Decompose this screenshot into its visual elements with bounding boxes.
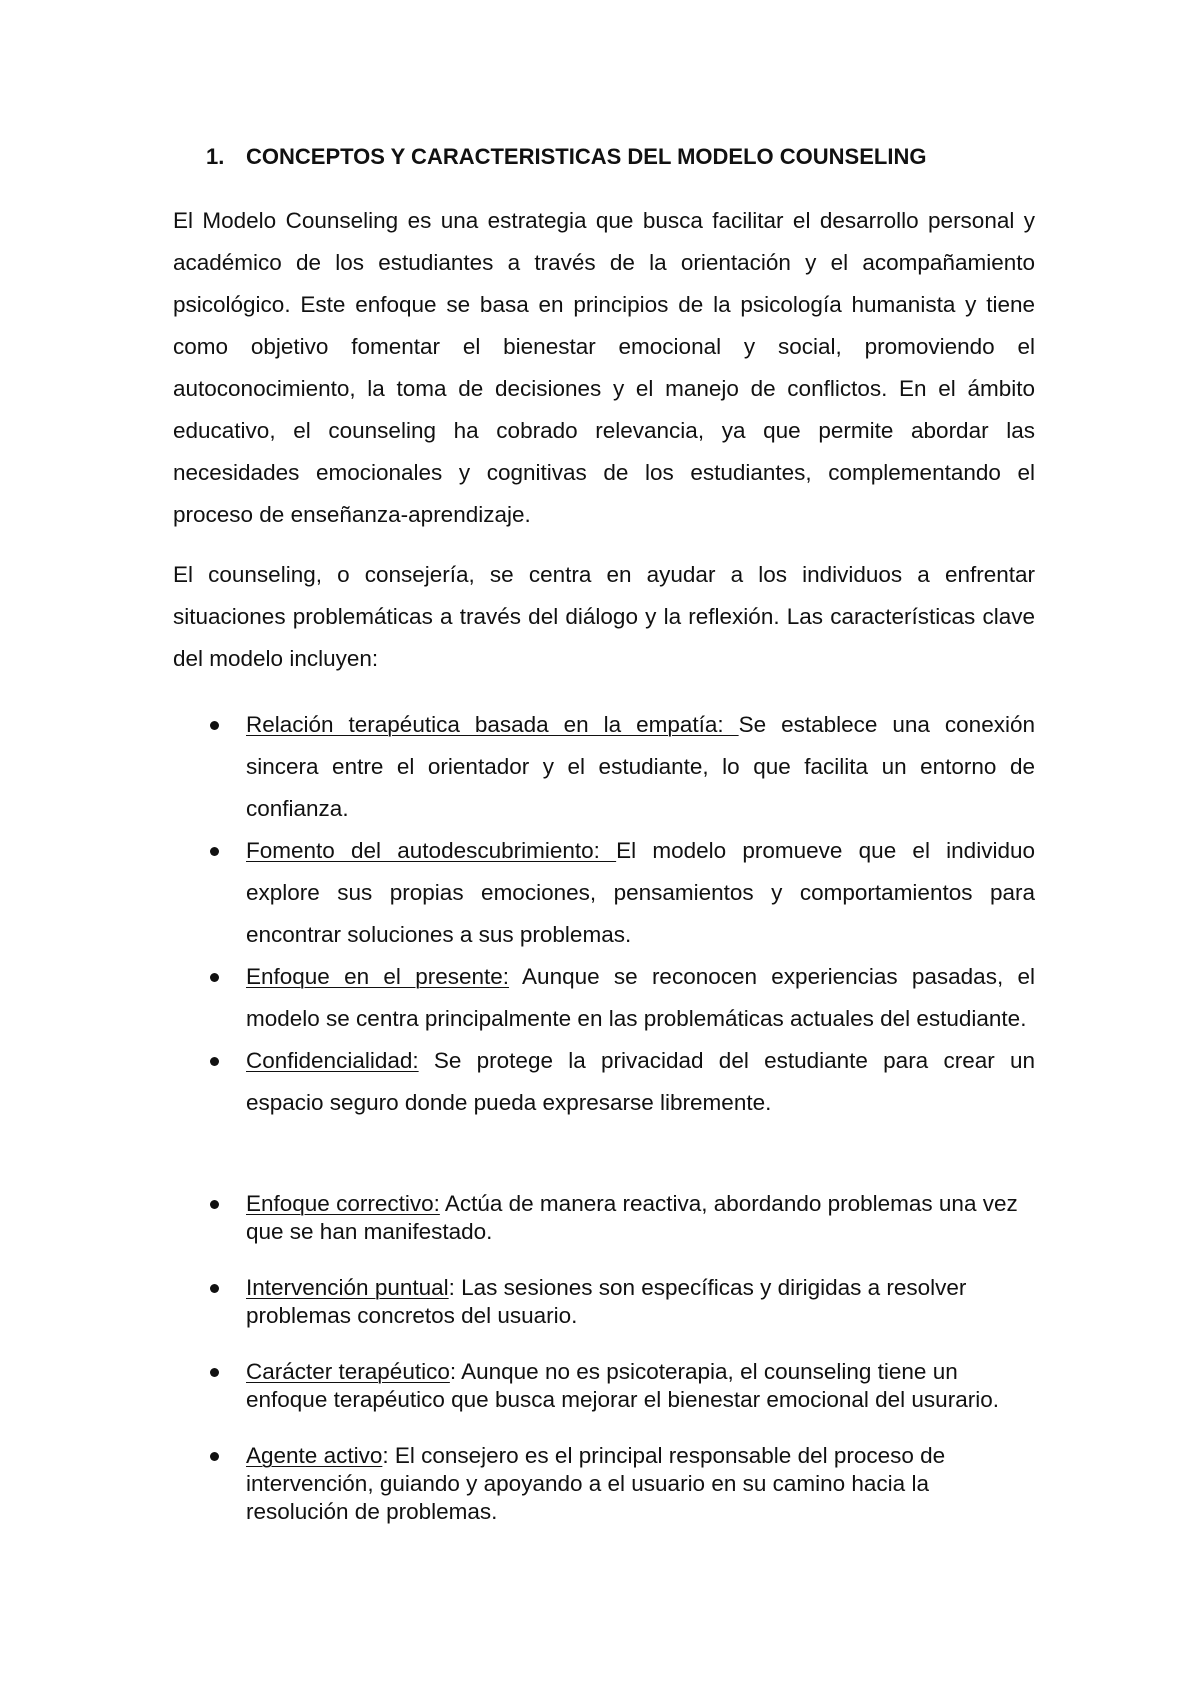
- item-term: Confidencialidad:: [246, 1048, 419, 1073]
- item-text: Aunque se reconocen experiencias pasadas, el modelo se centra principalmente en las problemáticas actuales del estudiante.: [246, 964, 1035, 1031]
- bullet-icon: [210, 1452, 219, 1461]
- list-item: [0, 956, 1035, 1040]
- item-term: Relación terapéutica basada en la empatía:: [246, 712, 739, 737]
- item-text: Actúa de manera reactiva, abordando problemas una vez que se han manifestado.: [246, 1191, 1018, 1244]
- item-text: : Las sesiones son específicas y dirigidas a resolver problemas concretos del usuario.: [246, 1275, 967, 1328]
- item-term: Intervención puntual: [246, 1275, 449, 1300]
- list-item: [0, 1442, 1035, 1526]
- heading-number: 1.: [206, 144, 225, 169]
- heading-title: CONCEPTOS Y CARACTERISTICAS DEL MODELO COUNSELING: [246, 144, 927, 169]
- model-traits-list: [0, 1190, 1200, 1554]
- list-item: [0, 1274, 1035, 1330]
- item-term: Agente activo: [246, 1443, 383, 1468]
- intro-paragraph: El Modelo Counseling es una estrategia que busca facilitar el desarrollo personal y académico de los estudiantes a través de la orientación y el acompañamiento psicológico. Este enfoque se basa en principios de la psicología humanista y tiene como objetivo fomentar el bienestar emocional y social, promoviendo el autoconocimiento, la toma de decisiones y el manejo de conflictos. En el ámbito educativo, el counseling ha cobrado relevancia, ya que permite abordar las necesidades emocionales y cognitivas de los estudiantes, complementando el proceso de enseñanza-aprendizaje.: [173, 208, 1035, 527]
- item-text: : El consejero es el principal responsable del proceso de intervención, guiando y apoyando a el usuario en su camino hacia la resolución de problemas.: [246, 1443, 946, 1524]
- characteristics-paragraph: El counseling, o consejería, se centra en ayudar a los individuos a enfrentar situaciones problemáticas a través del diálogo y la reflexión. Las características clave del modelo incluyen:: [173, 562, 1035, 671]
- section-heading: [206, 144, 926, 170]
- bullet-icon: [210, 1284, 219, 1293]
- bullet-icon: [210, 1200, 219, 1209]
- bullet-icon: [210, 1057, 219, 1066]
- item-text: : Aunque no es psicoterapia, el counseling tiene un enfoque terapéutico que busca mejorar el bienestar emocional del usurario.: [246, 1359, 999, 1412]
- list-item: [0, 830, 1035, 956]
- item-term: Enfoque correctivo:: [246, 1191, 440, 1216]
- item-text: Se establece una conexión sincera entre el orientador y el estudiante, lo que facilita un entorno de confianza.: [246, 712, 1035, 821]
- list-item: [0, 1190, 1035, 1246]
- bullet-icon: [210, 721, 219, 730]
- item-term: Enfoque en el presente:: [246, 964, 510, 989]
- bullet-icon: [210, 847, 219, 856]
- list-item: [0, 1358, 1035, 1414]
- bullet-icon: [210, 1368, 219, 1377]
- item-text: Se protege la privacidad del estudiante para crear un espacio seguro donde pueda expresarse libremente.: [246, 1048, 1035, 1115]
- item-term: Carácter terapéutico: [246, 1359, 450, 1384]
- item-text: El modelo promueve que el individuo explore sus propias emociones, pensamientos y comportamientos para encontrar soluciones a sus problemas.: [246, 838, 1035, 947]
- characteristics-list: [0, 704, 1200, 1124]
- item-term: Fomento del autodescubrimiento:: [246, 838, 617, 863]
- list-item: [0, 1040, 1035, 1124]
- list-item: [0, 704, 1035, 830]
- bullet-icon: [210, 973, 219, 982]
